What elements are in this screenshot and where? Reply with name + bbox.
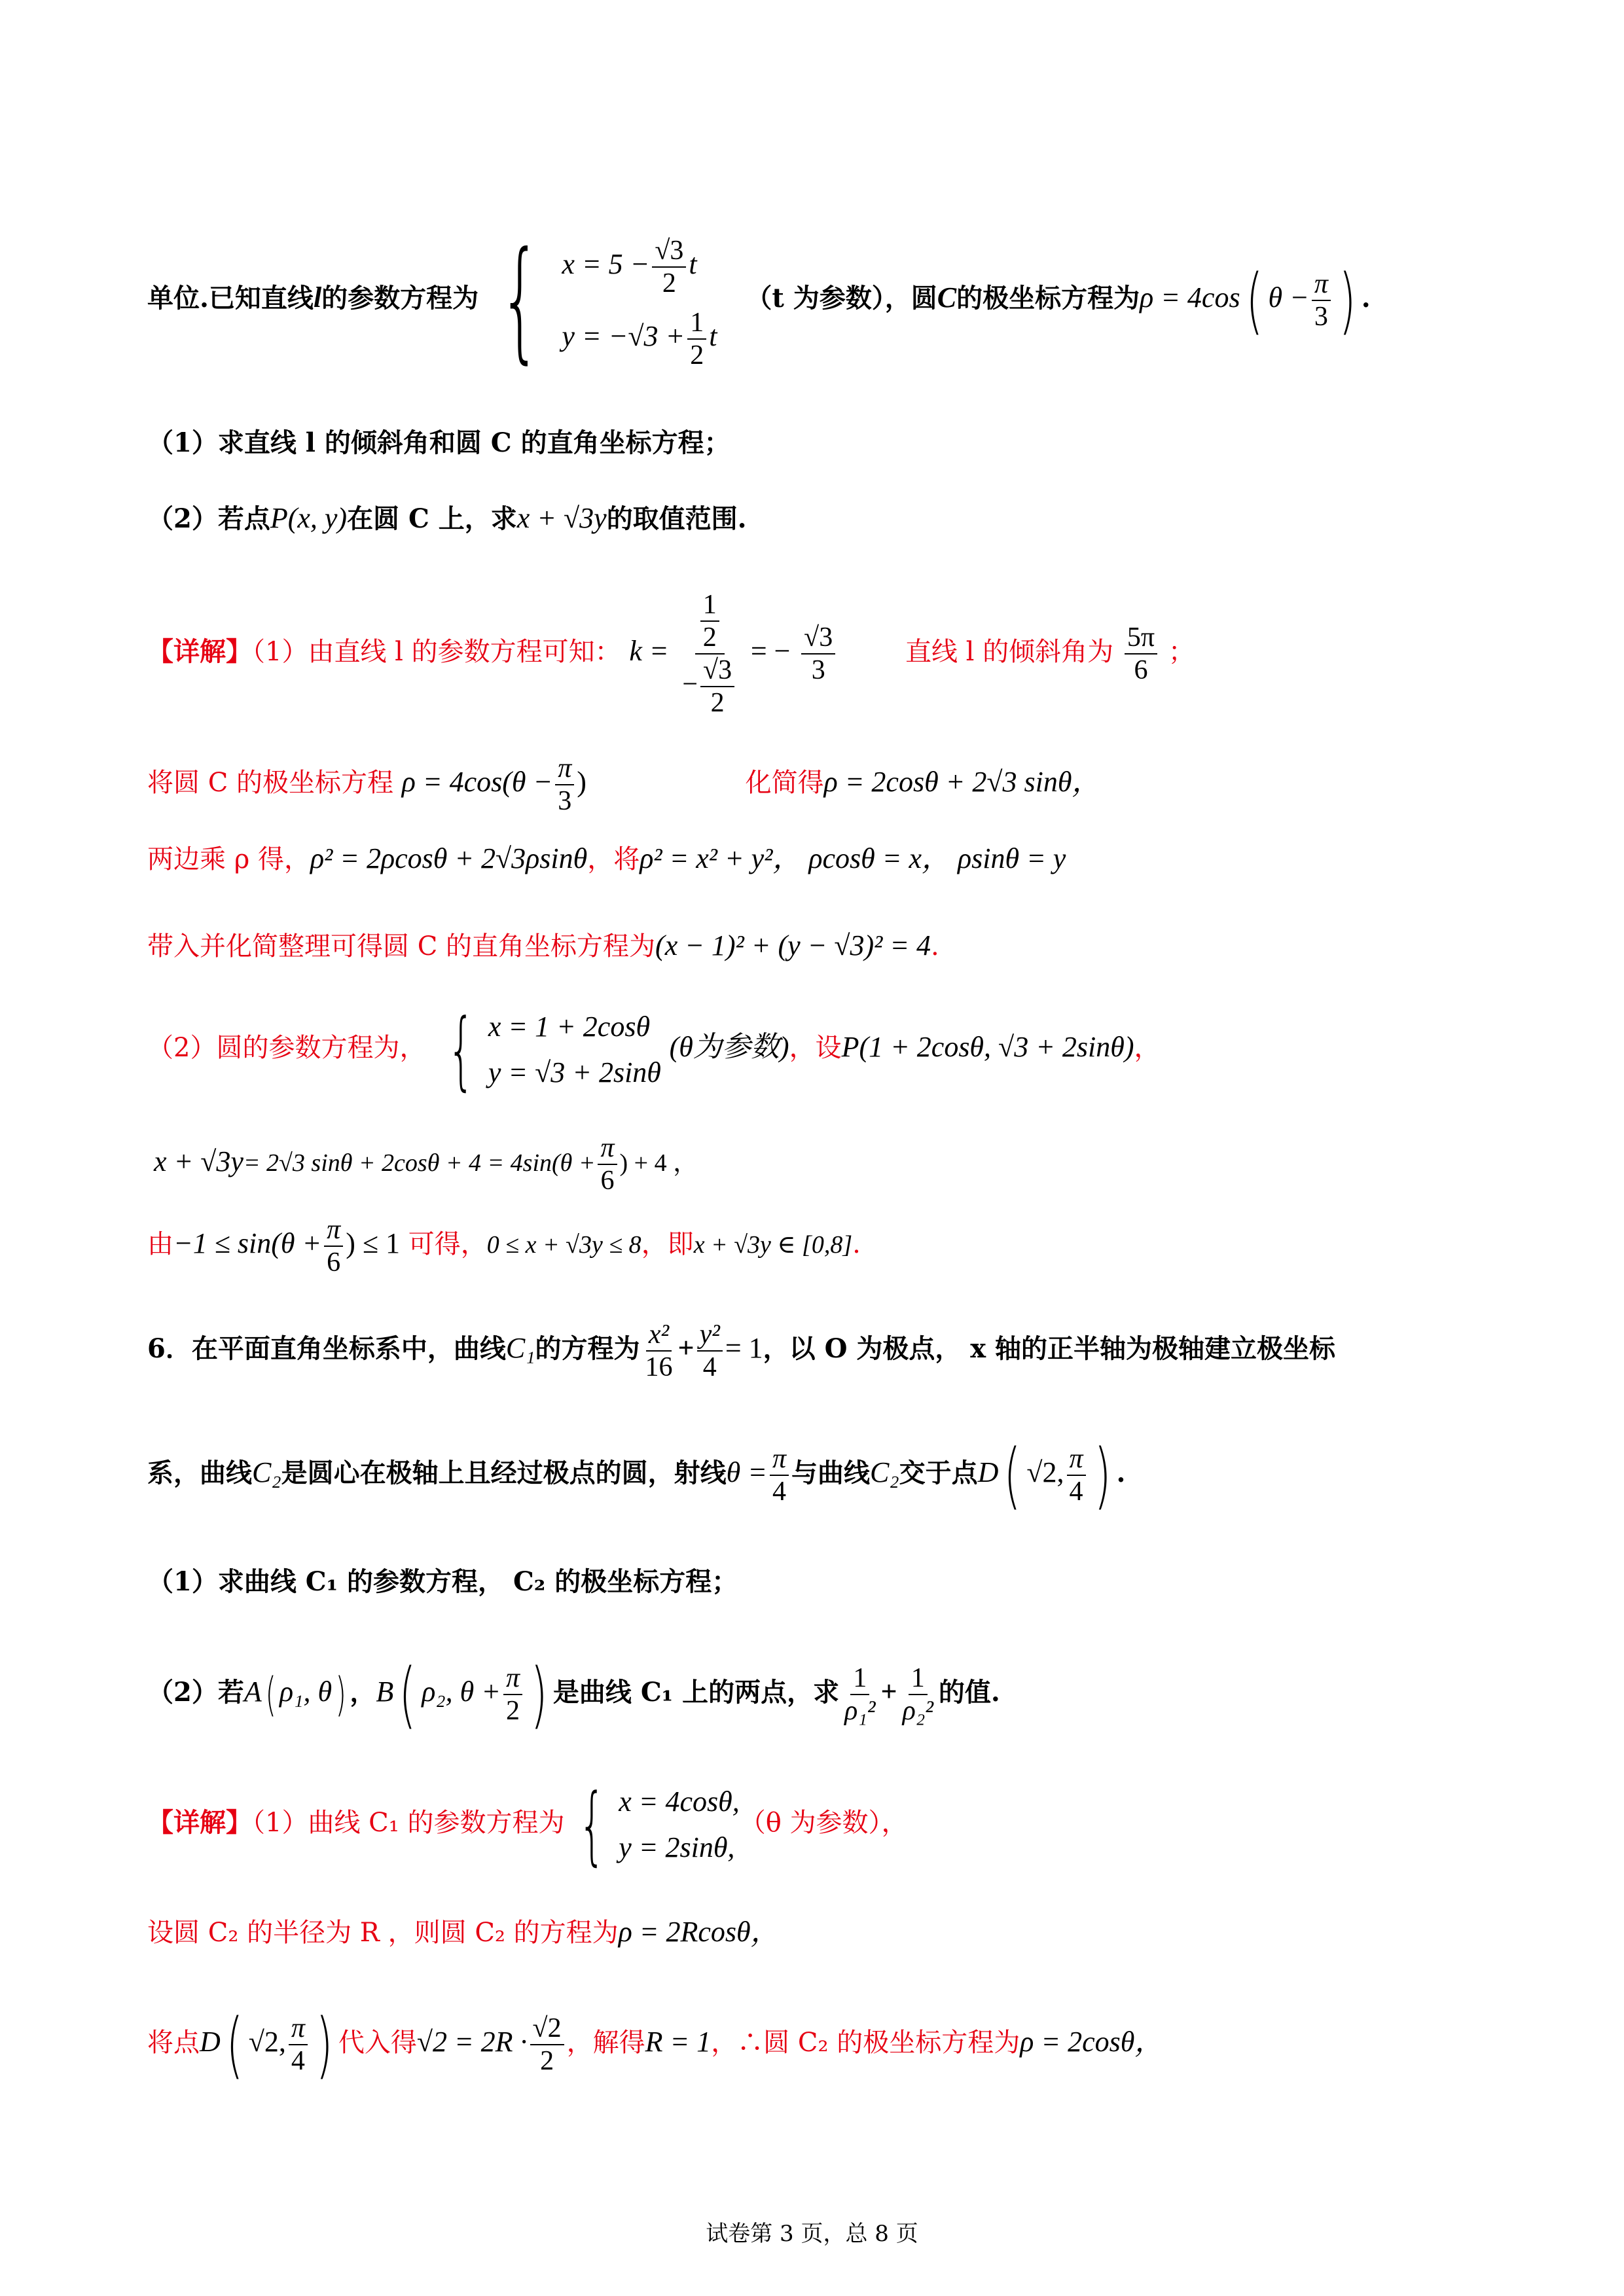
problem6-line2: 系，曲线C₂是圆心在极轴上且经过极点的圆，射线θ = $\frac{\pi}{4}$ 与曲线C₂交于点D( √2, $\frac{\pi}{4}$ ) . [147, 1433, 1126, 1517]
p5-answer-6: x + √3y= 2√3 sinθ + 2cosθ + 4 = 4sin(θ + $\frac{\pi}{6}$ ) + 4 ， [154, 1133, 698, 1196]
p5-answer-7: 由−1 ≤ sin(θ + $\frac{\pi}{6}$ ) ≤ 1 可得，0 ≤ x + √3y ≤ 8，即x + √3y ∈ [0,8]. [147, 1215, 861, 1278]
p5-answer-1: 【详解】（1）由直线 l 的参数方程可知： k = $\frac{1}{2}$ − $\frac{√3}{2}$ = − $\frac{√3}{3}$ 直线 l 的倾斜角为 $\frac{5\pi}{6}$ ； [147, 590, 1195, 718]
problem6-intro: 6．在平面直角坐标系中，曲线C₁的方程为 $\frac{\text{x²}}{16}$ + $\frac{\text{y²}}{4}$ = 1，以 O 为极点， x 轴的正半轴为极轴建立极坐标 [147, 1319, 1336, 1382]
p5-answer-4: 带入并化简整理可得圆 C 的直角坐标方程为(x − 1)² + (y − √3)² = 4. [147, 929, 939, 961]
problem6-q2: （2）若A( ρ₁, θ) ，B( ρ₂, θ + $\frac{\pi}{2}$ ) 是曲线 C₁ 上的两点，求 $\frac{1}{\text{ρ₁²}}$ + $\frac{1}{\text{ρ₂²}}$ 的值. [147, 1653, 1000, 1736]
param-system [562, 228, 717, 372]
p6-answer-3: 将点D( √2, $\frac{\pi}{4}$ ) 代入得√2 = 2R · $\frac{√2}{2}$ ，解得R = 1，∴圆 C₂ 的极坐标方程为ρ = 2cosθ， [147, 2003, 1164, 2087]
slope-fraction: $\frac{1}{2}$ − $\frac{√3}{2}$ [679, 589, 740, 719]
p5-answer-5: （2）圆的参数方程为， { x = 1 + 2cosθ y = √3 + 2sinθ (θ为参数)，设P(1 + 2cosθ, √3 + 2sinθ)， [147, 1000, 1161, 1100]
p6-answer-2: 设圆 C₂ 的半径为 R ，则圆 C₂ 的方程为ρ = 2Rcosθ， [147, 1916, 780, 1948]
problem5-q2: （2）若点P(x, y)在圆 C 上，求x + √3y的取值范围. [147, 502, 747, 534]
param-y: y = −√3 + $\frac{1}{2}$ t [562, 307, 717, 370]
p5-answer-3: 两边乘 ρ 得，ρ² = 2ρcosθ + 2√3ρsinθ，将ρ² = x² + y²， ρcosθ = x， ρsinθ = y [147, 842, 1066, 874]
system-brace: { [499, 224, 541, 376]
p6-answer-1: 【详解】（1）曲线 C₁ 的参数方程为 { x = 4cosθ, y = 2sinθ, （θ 为参数）， [147, 1775, 908, 1874]
page-footer: 试卷第 3 页，总 8 页 [706, 2221, 918, 2247]
param-x: x = 5 − $\frac{√3}{2}$ t [562, 235, 697, 298]
problem5-intro: 单位.已知直线l的参数方程为 { x = 5 − $\frac{√3}{2}$ t y = −√3 + $\frac{1}{2}$ t （t 为参数），圆C的极坐标方程为ρ = 4cos( θ − $\frac{\pi}{3}$ ) . [147, 224, 1371, 376]
problem5-q1: （1）求直线 l 的倾斜角和圆 C 的直角坐标方程； [147, 427, 731, 458]
p5-answer-2: 将圆 C 的极坐标方程 ρ = 4cos(θ − $\frac{\pi}{3}$ ) 化简得ρ = 2cosθ + 2√3 sinθ， [147, 753, 1101, 816]
problem6-q1: （1）求曲线 C₁ 的参数方程， C₂ 的极坐标方程； [147, 1566, 738, 1597]
